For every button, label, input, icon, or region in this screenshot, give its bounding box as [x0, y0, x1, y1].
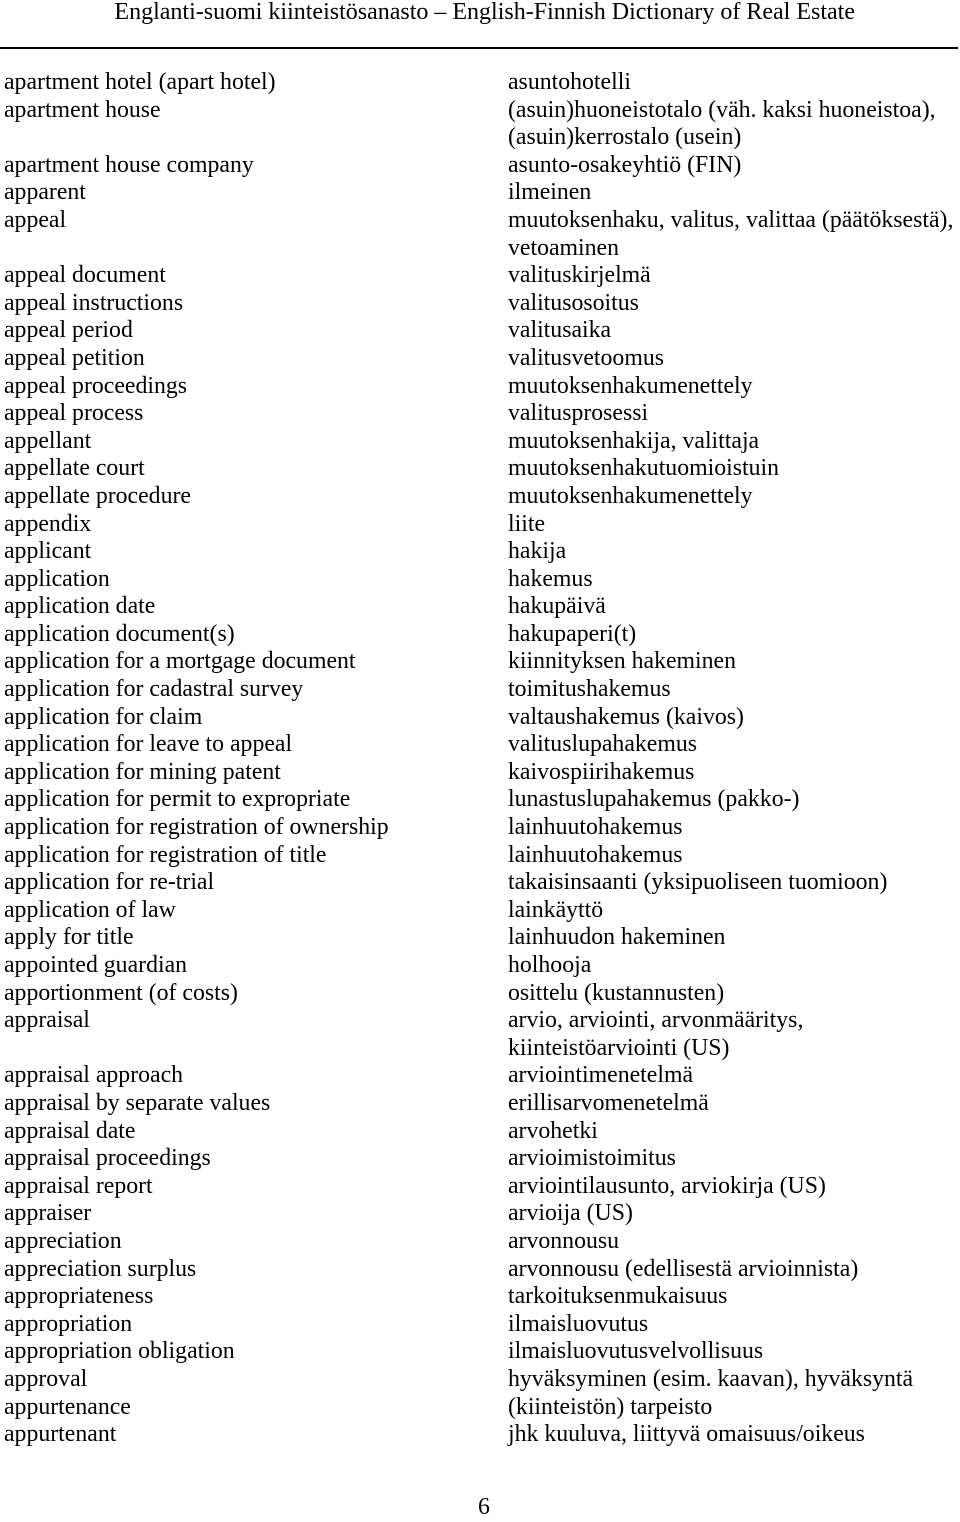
dictionary-entry — [0, 1062, 960, 1090]
entry-translation — [508, 924, 960, 952]
translation-line: valtaushakemus (kaivos) — [508, 703, 744, 730]
entry-translation — [508, 1200, 960, 1228]
dictionary-entry — [0, 69, 960, 97]
translation-line: arvioimistoimitus — [508, 1145, 676, 1172]
translation-line: jhk kuuluva, liittyvä omaisuus/oikeus — [508, 1421, 865, 1448]
entry-term: appeal document — [4, 262, 166, 289]
dictionary-entry — [0, 483, 960, 511]
entry-term: approval — [4, 1365, 88, 1392]
translation-line: valitusaika — [508, 317, 612, 344]
entry-translation — [508, 648, 960, 676]
entry-translation — [508, 152, 960, 180]
translation-line: valitusprosessi — [508, 400, 649, 427]
entry-translation — [508, 483, 960, 511]
dictionary-entry — [0, 1421, 960, 1449]
entry-translation — [508, 179, 960, 207]
entry-term: application for permit to expropriate — [4, 786, 351, 813]
translation-line: arvonnousu (edellisestä arvioinnista) — [508, 1255, 859, 1282]
translation-line: arvioija (US) — [508, 1200, 633, 1227]
translation-line: erillisarvomenetelmä — [508, 1089, 709, 1116]
entry-term: appeal — [4, 206, 67, 233]
entry-term: appendix — [4, 510, 92, 537]
dictionary-entry-list — [0, 69, 960, 1449]
translation-line: arviointimenetelmä — [508, 1062, 694, 1089]
dictionary-entry — [0, 869, 960, 897]
entry-term: application for a mortgage document — [4, 648, 356, 675]
translation-line: holhooja — [508, 952, 592, 978]
entry-translation — [508, 759, 960, 787]
translation-line: vetoaminen — [508, 234, 620, 261]
entry-translation — [508, 345, 960, 373]
dictionary-entry — [0, 593, 960, 621]
translation-line: valituslupahakemus — [508, 731, 698, 758]
entry-term: appeal instructions — [4, 289, 184, 316]
dictionary-entry — [0, 704, 960, 732]
entry-translation — [508, 814, 960, 842]
entry-term: apartment hotel (apart hotel) — [4, 69, 276, 95]
translation-line: kaivospiirihakemus — [508, 758, 695, 785]
translation-line: valituskirjelmä — [508, 262, 651, 289]
entry-translation — [508, 1256, 960, 1284]
entry-translation — [508, 566, 960, 594]
dictionary-entry — [0, 952, 960, 980]
entry-translation — [508, 1007, 960, 1062]
entry-term: appeal petition — [4, 344, 145, 371]
translation-line: takaisinsaanti (yksipuoliseen tuomioon) — [508, 869, 888, 896]
dictionary-entry — [0, 1338, 960, 1366]
dictionary-entry — [0, 152, 960, 180]
dictionary-entry — [0, 842, 960, 870]
entry-translation — [508, 1338, 960, 1366]
entry-translation — [508, 317, 960, 345]
translation-line: hakupäivä — [508, 593, 606, 620]
entry-translation — [508, 1145, 960, 1173]
dictionary-entry — [0, 1200, 960, 1228]
dictionary-entry — [0, 207, 960, 262]
entry-translation — [508, 511, 960, 539]
translation-line: (asuin)huoneistotalo (väh. kaksi huoneistoa), — [508, 96, 936, 123]
header-divider — [0, 47, 958, 49]
translation-line: lunastuslupahakemus (pakko-) — [508, 786, 800, 813]
dictionary-entry — [0, 566, 960, 594]
entry-translation — [508, 980, 960, 1008]
entry-term: appraisal proceedings — [4, 1145, 211, 1172]
entry-term: application for leave to appeal — [4, 731, 293, 758]
entry-translation — [508, 1366, 960, 1394]
dictionary-entry — [0, 1283, 960, 1311]
entry-term: appellant — [4, 427, 92, 454]
translation-line: valitusosoitus — [508, 289, 639, 316]
entry-term: appropriation obligation — [4, 1338, 235, 1365]
entry-translation — [508, 69, 960, 97]
entry-translation — [508, 1118, 960, 1146]
entry-translation — [508, 1090, 960, 1118]
entry-term: appraiser — [4, 1200, 92, 1227]
entry-translation — [508, 621, 960, 649]
entry-translation — [508, 400, 960, 428]
translation-line: arvonnousu — [508, 1227, 620, 1254]
translation-line: asuntohotelli — [508, 69, 631, 95]
translation-line: kiinteistöarviointi (US) — [508, 1034, 730, 1061]
entry-translation — [508, 1173, 960, 1201]
translation-line: muutoksenhakumenettely — [508, 482, 753, 509]
dictionary-entry — [0, 621, 960, 649]
dictionary-entry — [0, 400, 960, 428]
dictionary-entry — [0, 897, 960, 925]
entry-translation — [508, 262, 960, 290]
dictionary-entry — [0, 345, 960, 373]
dictionary-entry — [0, 317, 960, 345]
translation-line: lainhuutohakemus — [508, 841, 683, 868]
translation-line: muutoksenhakija, valittaja — [508, 427, 760, 454]
dictionary-entry — [0, 759, 960, 787]
entry-term: application for re-trial — [4, 869, 215, 896]
translation-line: osittelu (kustannusten) — [508, 979, 725, 1006]
dictionary-entry — [0, 924, 960, 952]
translation-line: hakija — [508, 538, 567, 565]
entry-translation — [508, 1394, 960, 1422]
entry-term: application document(s) — [4, 620, 235, 647]
entry-term: appraisal report — [4, 1172, 153, 1199]
translation-line: lainhuutohakemus — [508, 814, 683, 841]
translation-line: arviointilausunto, arviokirja (US) — [508, 1172, 826, 1199]
entry-term: appellate procedure — [4, 482, 191, 509]
entry-term: apartment house — [4, 96, 161, 123]
entry-term: application date — [4, 593, 156, 620]
translation-line: (kiinteistön) tarpeisto — [508, 1393, 713, 1420]
dictionary-entry — [0, 1366, 960, 1394]
translation-line: (asuin)kerrostalo (usein) — [508, 124, 742, 151]
dictionary-entry — [0, 97, 960, 152]
entry-translation — [508, 1311, 960, 1339]
entry-term: application for claim — [4, 703, 203, 730]
entry-translation — [508, 455, 960, 483]
translation-line: hakupaperi(t) — [508, 620, 637, 647]
entry-translation — [508, 869, 960, 897]
entry-translation — [508, 428, 960, 456]
entry-term: applicant — [4, 538, 92, 565]
entry-term: appurtenant — [4, 1421, 117, 1448]
entry-translation — [508, 676, 960, 704]
entry-term: application for mining patent — [4, 758, 281, 785]
entry-translation — [508, 704, 960, 732]
entry-translation — [508, 952, 960, 980]
translation-line: arvohetki — [508, 1117, 598, 1144]
entry-translation — [508, 290, 960, 318]
entry-translation — [508, 1421, 960, 1449]
entry-term: apportionment (of costs) — [4, 979, 238, 1006]
entry-term: appurtenance — [4, 1393, 131, 1420]
entry-term: appeal proceedings — [4, 372, 188, 399]
entry-translation — [508, 1283, 960, 1311]
dictionary-entry — [0, 1256, 960, 1284]
entry-term: application for registration of ownership — [4, 814, 389, 841]
entry-translation — [508, 786, 960, 814]
translation-line: ilmaisluovutusvelvollisuus — [508, 1338, 764, 1365]
entry-term: apparent — [4, 179, 86, 206]
entry-term: appointed guardian — [4, 952, 188, 978]
entry-term: appraisal — [4, 1007, 90, 1034]
translation-line: toimitushakemus — [508, 676, 671, 703]
entry-term: appeal process — [4, 400, 144, 427]
translation-line: asunto-osakeyhtiö (FIN) — [508, 151, 742, 178]
page-header-title: Englanti-suomi kiinteistösanasto – English-Finnish Dictionary of Real Estate — [114, 0, 855, 25]
entry-translation — [508, 1062, 960, 1090]
entry-translation — [508, 97, 960, 152]
translation-line: muutoksenhakutuomioistuin — [508, 455, 780, 482]
entry-translation — [508, 593, 960, 621]
entry-term: apartment house company — [4, 151, 254, 178]
translation-line: muutoksenhakumenettely — [508, 372, 753, 399]
entry-term: appropriation — [4, 1310, 133, 1337]
dictionary-entry — [0, 1145, 960, 1173]
translation-line: hakemus — [508, 565, 593, 592]
translation-line: valitusvetoomus — [508, 344, 664, 371]
entry-term: appreciation — [4, 1227, 122, 1254]
entry-term: appellate court — [4, 455, 145, 482]
translation-line: ilmaisluovutus — [508, 1310, 649, 1337]
dictionary-entry — [0, 1007, 960, 1062]
dictionary-entry — [0, 731, 960, 759]
dictionary-entry — [0, 373, 960, 401]
entry-translation — [508, 731, 960, 759]
translation-line: ilmeinen — [508, 179, 592, 206]
translation-line: tarkoituksenmukaisuus — [508, 1283, 728, 1310]
dictionary-entry — [0, 538, 960, 566]
entry-translation — [508, 207, 960, 262]
entry-translation — [508, 538, 960, 566]
entry-translation — [508, 373, 960, 401]
dictionary-entry — [0, 1090, 960, 1118]
entry-term: application of law — [4, 896, 176, 923]
entry-translation — [508, 842, 960, 870]
entry-translation — [508, 1228, 960, 1256]
translation-line: arvio, arviointi, arvonmääritys, — [508, 1007, 804, 1034]
dictionary-entry — [0, 511, 960, 539]
dictionary-entry — [0, 1311, 960, 1339]
dictionary-entry — [0, 262, 960, 290]
entry-term: apply for title — [4, 924, 134, 951]
entry-term: application for cadastral survey — [4, 676, 304, 703]
dictionary-entry — [0, 290, 960, 318]
entry-term: appraisal by separate values — [4, 1089, 271, 1116]
translation-line: kiinnityksen hakeminen — [508, 648, 737, 675]
entry-term: appraisal approach — [4, 1062, 184, 1089]
page-number: 6 — [478, 1494, 490, 1520]
dictionary-entry — [0, 455, 960, 483]
dictionary-entry — [0, 1118, 960, 1146]
translation-line: lainkäyttö — [508, 896, 604, 923]
entry-term: appeal period — [4, 317, 133, 344]
dictionary-entry — [0, 980, 960, 1008]
entry-term: appreciation surplus — [4, 1255, 197, 1282]
entry-term: application for registration of title — [4, 841, 327, 868]
dictionary-entry — [0, 1173, 960, 1201]
dictionary-entry — [0, 814, 960, 842]
dictionary-entry — [0, 786, 960, 814]
dictionary-entry — [0, 648, 960, 676]
dictionary-entry — [0, 1394, 960, 1422]
entry-translation — [508, 897, 960, 925]
dictionary-entry — [0, 179, 960, 207]
translation-line: muutoksenhaku, valitus, valittaa (päätöksestä), — [508, 206, 954, 233]
translation-line: liite — [508, 510, 546, 537]
dictionary-entry — [0, 1228, 960, 1256]
entry-term: appropriateness — [4, 1283, 154, 1310]
translation-line: lainhuudon hakeminen — [508, 924, 726, 951]
dictionary-entry — [0, 676, 960, 704]
entry-term: application — [4, 565, 110, 592]
dictionary-entry — [0, 428, 960, 456]
translation-line: hyväksyminen (esim. kaavan), hyväksyntä — [508, 1365, 914, 1392]
entry-term: appraisal date — [4, 1117, 136, 1144]
